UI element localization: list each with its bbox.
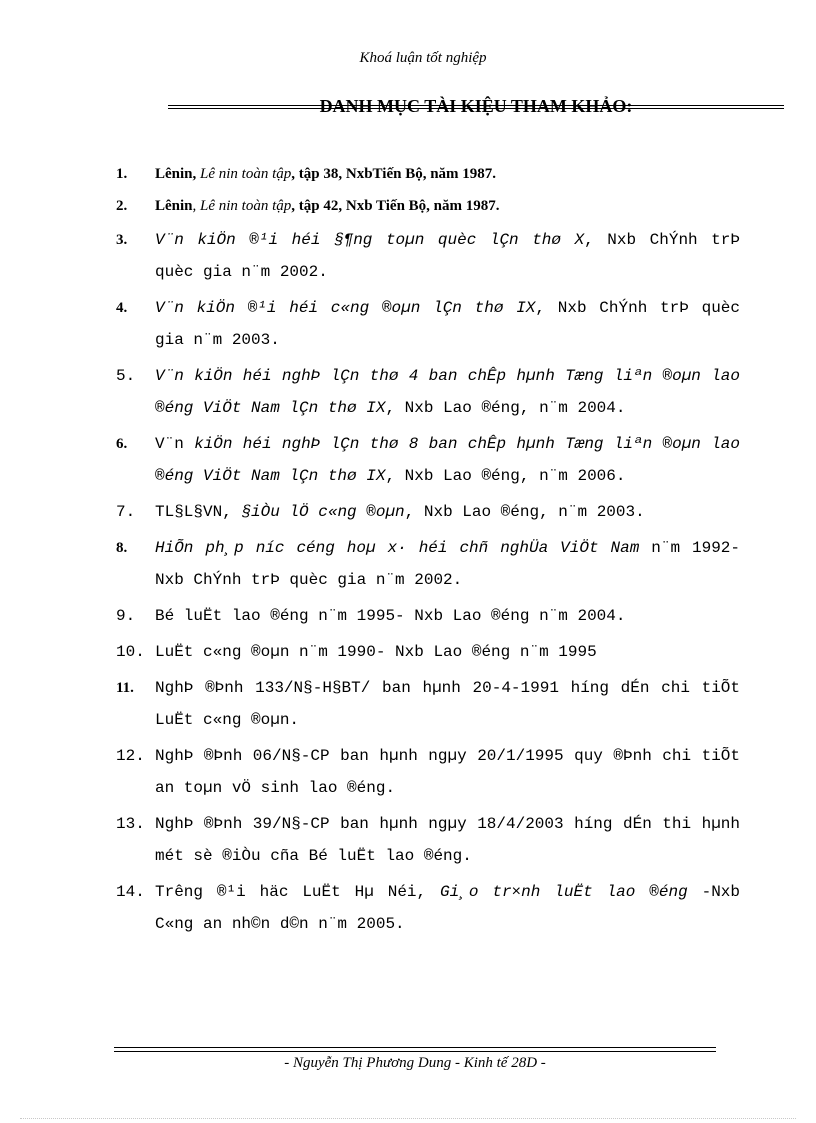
reference-item <box>116 636 740 668</box>
reference-details: , Nxb Lao ®éng, n¨m 2006. <box>385 467 626 485</box>
reference-title: V¨n kiÖn ®¹i héi c«ng ®oµn lÇn thø IX <box>155 299 536 317</box>
reference-text: TL§L§VN, <box>155 503 242 521</box>
reference-item <box>116 292 740 356</box>
reference-list <box>116 160 740 944</box>
reference-title: HiÕn ph¸p níc céng hoµ x· héi chñ nghÜa ViÖt Nam <box>155 539 640 557</box>
reference-item <box>116 672 740 736</box>
reference-item <box>116 600 740 632</box>
reference-number: 12. <box>116 747 145 765</box>
reference-item <box>116 360 740 424</box>
reference-number: 14. <box>116 883 145 901</box>
reference-number: 8. <box>116 540 128 556</box>
reference-number: 3. <box>116 232 128 248</box>
reference-text: V¨n <box>155 435 195 453</box>
reference-text: Bé luËt lao ®éng n¨m 1995- Nxb Lao ®éng n¨m 2004. <box>155 607 626 625</box>
reference-text: Lênin, <box>155 166 201 182</box>
reference-title: , Lê nin toàn tập <box>192 198 292 214</box>
reference-number: 11. <box>116 680 134 696</box>
reference-item <box>116 740 740 804</box>
page-header: Khoá luận tốt nghiệp <box>359 50 487 66</box>
reference-title: §iÒu lÖ c«ng ®oµn <box>241 503 405 521</box>
reference-number: 13. <box>116 815 145 833</box>
reference-item <box>116 532 740 596</box>
reference-details: , Nxb Lao ®éng, n¨m 2004. <box>385 399 626 417</box>
reference-item <box>116 496 740 528</box>
reference-number: 1. <box>116 166 128 182</box>
reference-details: n¨m 1992- Nxb ChÝnh trÞ quèc gia n¨m 2002. <box>155 539 741 589</box>
reference-number: 5. <box>116 367 136 385</box>
reference-item <box>116 876 740 940</box>
reference-title: kiÖn héi nghÞ lÇn thø 8 ban chÊp hµnh Tæng liªn ®oµn lao ®éng ViÖt Nam lÇn thø IX <box>155 435 741 485</box>
reference-title: V¨n kiÖn ®¹i héi §¶ng toµn quèc lÇn thø X <box>155 231 585 249</box>
reference-number: 6. <box>116 436 128 452</box>
reference-item <box>116 192 740 220</box>
reference-text: NghÞ ®Þnh 06/N§-CP ban hµnh ngµy 20/1/1995 quy ®Þnh chi tiÕt an toµn vÖ sinh lao ®éng. <box>155 747 740 797</box>
reference-details: , Nxb ChÝnh trÞ quèc gia n¨m 2002. <box>155 231 740 281</box>
reference-text: Trêng ®¹i häc LuËt Hµ Néi, <box>155 883 441 901</box>
reference-title: Gi¸o tr×nh luËt lao ®éng <box>440 883 688 901</box>
reference-number: 2. <box>116 198 128 214</box>
reference-text: NghÞ ®Þnh 39/N§-CP ban hµnh ngµy 18/4/2003 híng dÉn thi hµnh mét sè ®iÒu cña Bé luËt lao ®éng. <box>155 815 740 865</box>
reference-number: 9. <box>116 607 136 625</box>
reference-text: NghÞ ®Þnh 133/N§-H§BT/ ban hµnh 20-4-1991 híng dÉn chi tiÕt LuËt c«ng ®oµn. <box>155 679 740 729</box>
reference-details: -Nxb C«ng an nh©n d©n n¨m 2005. <box>155 883 740 933</box>
reference-text: Lênin <box>155 198 193 214</box>
reference-details: , tập 38, NxbTiến Bộ, năm 1987. <box>291 166 497 182</box>
reference-number: 7. <box>116 503 136 521</box>
page-title: DANH MỤC TÀI KIỆU THAM KHẢO: <box>319 96 633 116</box>
reference-item <box>116 428 740 492</box>
reference-number: 10. <box>116 643 145 661</box>
footer-rule <box>114 1047 716 1048</box>
page-footer: - Nguyễn Thị Phương Dung - Kinh tế 28D - <box>284 1055 546 1071</box>
reference-item <box>116 224 740 288</box>
reference-item <box>116 808 740 872</box>
title-block <box>168 94 784 124</box>
reference-title: V¨n kiÖn héi nghÞ lÇn thø 4 ban chÊp hµnh Tæng liªn ®oµn lao ®éng ViÖt Nam lÇn thø IX <box>155 367 740 417</box>
reference-item <box>116 160 740 188</box>
reference-details: , Nxb Lao ®éng, n¨m 2003. <box>404 503 645 521</box>
reference-details: , Nxb ChÝnh trÞ quèc gia n¨m 2003. <box>155 299 741 349</box>
reference-title: Lê nin toàn tập <box>200 166 292 182</box>
reference-text: LuËt c«ng ®oµn n¨m 1990- Nxb Lao ®éng n¨m 1995 <box>155 643 597 661</box>
reference-details: , tập 42, Nxb Tiến Bộ, năm 1987. <box>291 198 500 214</box>
footer-rule <box>114 1051 716 1052</box>
reference-number: 4. <box>116 300 128 316</box>
page-edge-dotted-line <box>20 1118 796 1119</box>
